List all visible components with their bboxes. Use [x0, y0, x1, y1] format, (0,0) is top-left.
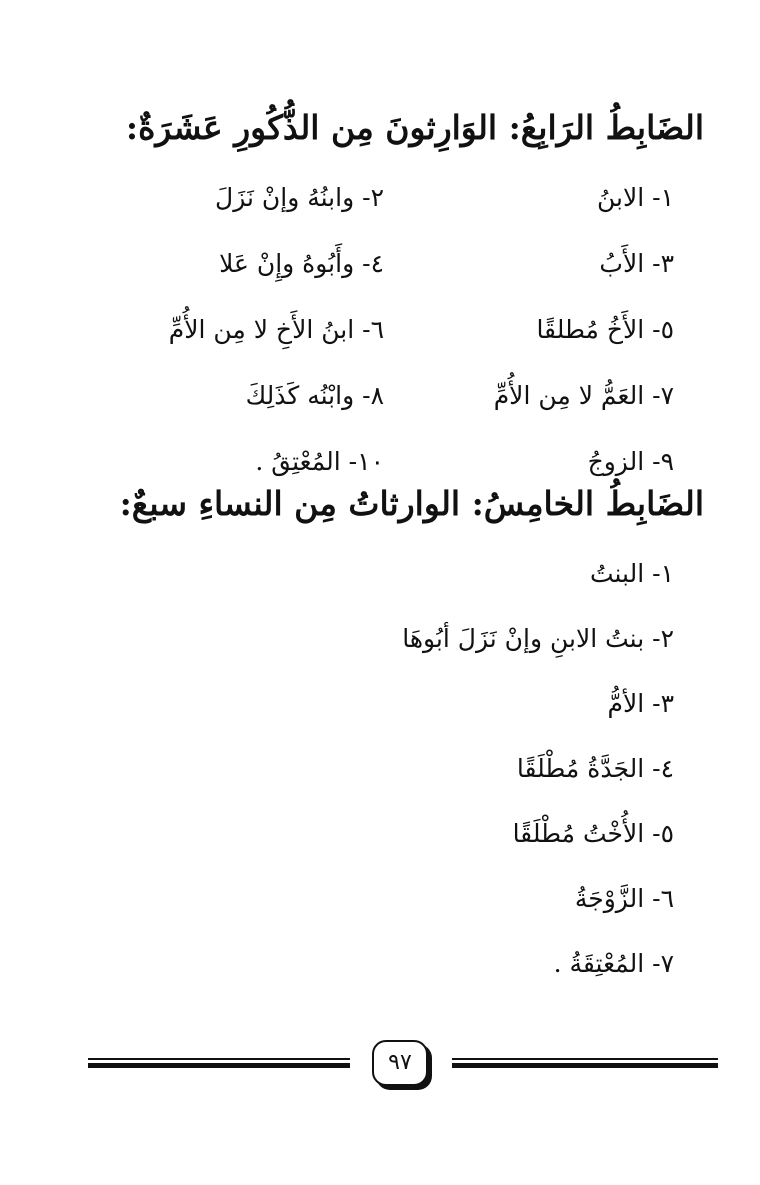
list-item: ٧- المُعْتِقَةُ . [553, 949, 674, 978]
list-row [74, 244, 674, 310]
list-item: ١- الابنُ [596, 183, 674, 212]
list-item: ٦- الزَّوْجَةُ [574, 884, 674, 913]
list-item: ٥- الأُخْتُ مُطْلَقًا [512, 819, 674, 848]
list-item: ٧- العَمُّ لا مِن الأُمِّ [493, 381, 674, 410]
list-item: ٩- الزوجُ [587, 447, 674, 476]
list-row [74, 376, 674, 442]
list-item: ١٠- المُعْتِقُ . [255, 447, 384, 476]
list-row [74, 310, 674, 376]
footer-rule-right [452, 1058, 718, 1068]
footer-rule-left [88, 1058, 350, 1068]
list-item: ٦- ابنُ الأَخِ لا مِن الأُمِّ [168, 315, 384, 344]
list-item: ٤- الجَدَّةُ مُطْلَقًا [516, 754, 674, 783]
page-footer [0, 1036, 760, 1096]
list-row [74, 178, 674, 244]
female-heirs-list [114, 554, 674, 1009]
page-number: ٩٧ [372, 1040, 428, 1086]
list-item: ٨- وابْنُه كَذَلِكَ [245, 381, 384, 410]
section-heading-male-heirs: الضَابِطُ الرَابِعُ: الوَارِثونَ مِن الذُّكُورِ عَشَرَةٌ: [125, 108, 704, 147]
list-item: ١- البنتُ [589, 559, 674, 588]
male-heirs-list [74, 178, 674, 508]
list-item: ٤- وأَبُوهُ وإِنْ عَلا [219, 249, 384, 278]
list-item: ٣- الأمُّ [607, 689, 674, 718]
list-item: ٢- وابنُهُ وإنْ نَزَلَ [215, 183, 384, 212]
list-item: ٥- الأَخُ مُطلقًا [536, 315, 674, 344]
list-item: ٣- الأَبُ [599, 249, 674, 278]
list-item: ٢- بنتُ الابنِ وإنْ نَزَلَ أبُوهَا [402, 624, 674, 653]
section-heading-female-heirs: الضَابِطُ الخامِسُ: الوارثاتُ مِن النساءِ سبعٌ: [119, 484, 704, 523]
